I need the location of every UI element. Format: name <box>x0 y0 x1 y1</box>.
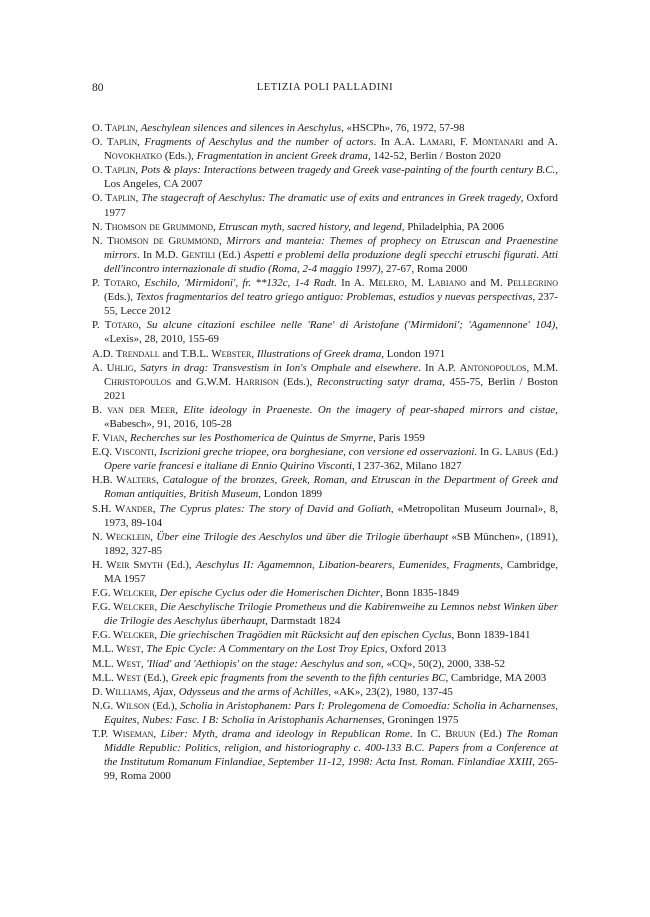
reference-author: A.D. Trendall <box>92 347 160 360</box>
reference-title: Ajax, Odysseus and the arms of Achilles <box>153 685 329 698</box>
reference-entry: O. Taplin, Pots & plays: Interactions between tragedy and Greek vase-painting of the fourth century B.C., Los Angeles, CA 2007 <box>92 164 558 191</box>
reference-text: , London 1971 <box>381 347 446 360</box>
reference-entry <box>92 671 558 685</box>
reference-author: M.L. West <box>92 643 141 656</box>
reference-title: Etruscan myth, sacred history, and legend <box>218 220 402 233</box>
reference-title: The Cyprus plates: The story of David and Goliath <box>159 502 391 515</box>
reference-entry: N. Wecklein, Über eine Trilogie des Aeschylos und über die Trilogie überhaupt «SB München», (1891), 1892, 327-85 <box>92 530 559 557</box>
reference-author: M.L. West <box>92 657 141 670</box>
reference-text: (Ed.) <box>533 446 558 459</box>
bibliography-list <box>92 121 558 783</box>
reference-text: , 237-55, Lecce 2012 <box>104 291 558 318</box>
reference-text: , F. <box>452 136 473 149</box>
reference-text: , Bonn 1839-1841 <box>451 629 531 642</box>
reference-author: F. Vian <box>92 432 125 445</box>
reference-author: M.L. West <box>92 671 141 684</box>
reference-text: , «Metropolitan Museum Journal», 8, 1973, 89-104 <box>104 502 559 529</box>
reference-text: , I 237-362, Milano 1827 <box>352 460 462 473</box>
reference-text: , Oxford 1977 <box>104 192 558 219</box>
reference-author: T.P. Wiseman <box>92 728 154 741</box>
reference-text: , 455-75, Berlin / Boston 2021 <box>104 375 558 402</box>
reference-text: (Ed.), <box>162 558 196 571</box>
reference-author: F.G. Welcker <box>92 601 155 614</box>
reference-text: , Cambridge, MA 1957 <box>104 558 558 585</box>
reference-author: N. Thomson de Grummond <box>92 234 219 247</box>
reference-editor: Christopoulos <box>104 375 172 388</box>
reference-title: Die griechischen Tragödien mit Rücksicht auf den epischen Cyclus <box>159 629 452 642</box>
reference-entry: O. Taplin, Fragments of Aeschylus and the number of actors. In A.A. Lamari, F. Montanari and A. Novokhatko (Eds.), Fragmentation in ancient Greek drama, 142-52, Berlin / Boston 2020 <box>92 136 558 163</box>
reference-title: Über eine Trilogie des Aeschylos und über die Trilogie überhaupt <box>156 530 449 543</box>
reference-text: . In C. <box>409 728 446 741</box>
reference-title: Der epische Cyclus oder die Homerischen Dichter <box>159 587 381 600</box>
reference-entry <box>92 558 558 586</box>
reference-text: (Eds.), <box>278 375 317 388</box>
reference-author: F.G. Welcker <box>92 587 155 600</box>
reference-editor: Gentili <box>181 248 216 261</box>
reference-title: The Roman Middle Republic: Politics, religion, and historiography c. 400-133 B.C. Papers from a Conference at the Institutum Romanum Finlandiae, September 11-12, 1998: Acta Inst. Roman. Finlandiae XXIII <box>104 728 558 769</box>
reference-editor: Webster <box>211 347 252 360</box>
reference-text: , M. <box>404 277 429 290</box>
reference-entry: F.G. Welcker, Die Aeschylische Trilogie Prometheus und die Kabirenweihe zu Lemnos nebst Winken über die Trilogie des Aeschylus überhaupt, Darmstadt 1824 <box>92 601 558 628</box>
reference-text: and G.W.M. <box>171 375 236 388</box>
reference-author: O. Taplin <box>92 164 136 177</box>
reference-title: Liber: Myth, drama and ideology in Republican Rome <box>160 728 410 741</box>
reference-author: H.B. Walters <box>92 474 156 487</box>
reference-text: (Eds.), <box>104 291 136 304</box>
reference-editor: Melero <box>368 277 405 290</box>
reference-text: , «Lexis», 28, 2010, 155-69 <box>104 319 559 346</box>
reference-text: (Ed.) <box>475 728 507 741</box>
reference-text: and T.B.L. <box>159 347 212 360</box>
reference-text: , 142-52, Berlin / Boston 2020 <box>367 150 501 163</box>
reference-text: . In A.A. <box>373 136 420 149</box>
reference-editor: Labus <box>505 446 534 459</box>
reference-editor: Novokhatko <box>104 150 163 163</box>
reference-text: , Los Angeles, CA 2007 <box>104 164 558 191</box>
reference-title: The stagecraft of Aeschylus: The dramatic use of exits and entrances in Greek tragedy <box>141 192 521 205</box>
reference-editor: Lamari <box>419 136 453 149</box>
reference-entry <box>92 347 558 361</box>
reference-title: Die Aeschylische Trilogie Prometheus und die Kabirenweihe zu Lemnos nebst Winken über die Trilogie des Aeschylus überhaupt <box>104 601 558 628</box>
reference-title: Su alcune citazioni eschilee nelle 'Rane' di Aristofane ('Mirmidoni'; 'Agamennone' 104) <box>146 319 556 332</box>
reference-text: . In M.D. <box>136 248 182 261</box>
running-head: LETIZIA POLI PALLADINI <box>256 82 394 93</box>
reference-text: , Oxford 2013 <box>384 643 447 656</box>
reference-text: , Groningen 1975 <box>381 713 459 726</box>
reference-entry: B. van der Meer, Elite ideology in Praeneste. On the imagery of pear-shaped mirrors and cistae, «Babesch», 91, 2016, 105-28 <box>92 403 559 430</box>
page-number: 80 <box>92 82 104 94</box>
reference-title: Pots & plays: Interactions between tragedy and Greek vase-painting of the fourth century B.C. <box>140 164 556 177</box>
reference-text: , Cambridge, MA 2003 <box>445 671 547 684</box>
reference-text: (Eds.), <box>162 150 197 163</box>
reference-title: Opere varie francesi e italiane di Ennio Quirino Visconti <box>104 460 353 473</box>
reference-author: P. Totaro <box>92 319 139 332</box>
reference-author: O. Taplin <box>92 192 136 205</box>
reference-entry: M.L. West, 'Iliad' and 'Aethiopis' on the stage: Aeschylus and son, «CQ», 50(2), 2000, 338-52 <box>92 657 506 670</box>
reference-author: P. Totaro <box>92 277 138 290</box>
reference-title: Fragments of Aeschylus and the number of actors <box>144 136 374 149</box>
reference-author: A. Uhlig <box>92 361 134 374</box>
reference-text: . In A.P. <box>418 361 460 374</box>
reference-entry: E.Q. Visconti, Iscrizioni greche triopee, ora borghesiane, con versione ed osservazioni. In G. Labus (Ed.) Opere varie francesi e italiane di Ennio Quirino Visconti, I 237-362, Milano 1827 <box>92 446 558 473</box>
reference-author: N. Thomson de Grummond <box>92 220 214 233</box>
reference-author: H. Weir Smyth <box>92 558 163 571</box>
reference-author: B. van der Meer <box>92 403 176 416</box>
reference-text: , «HSCPh», 76, 1972, 57-98 <box>341 122 465 134</box>
reference-text: , Bonn 1835-1849 <box>380 587 460 600</box>
reference-entry: N. Thomson de Grummond, Mirrors and manteia: Themes of prophecy on Etruscan and Praenestine mirrors. In M.D. Gentili (Ed.) Aspetti e problemi della produzione degli specchi etruschi figurati. Atti dell'incontro internazionale di studio (Roma, 2-4 maggio 1997), 27-67, Roma 2000 <box>92 234 558 275</box>
reference-author: S.H. Wander <box>92 502 153 515</box>
reference-title: Elite ideology in Praeneste. On the imagery of pear-shaped mirrors and cistae <box>183 403 556 416</box>
reference-text: . In G. <box>474 446 506 459</box>
reference-entry: D. Williams, Ajax, Odysseus and the arms of Achilles, «AK», 23(2), 1980, 137-45 <box>92 685 453 698</box>
reference-entry: P. Totaro, Eschilo, 'Mirmidoni', fr. **132c, 1-4 Radt. In A. Melero, M. Labiano and M. Pellegrino (Eds.), Textos fragmentarios del teatro griego antiguo: Problemas, estudios y nuevas perspectivas, 237-55, Lecce 2012 <box>92 277 558 318</box>
reference-editor: Antonopoulos <box>459 361 527 374</box>
reference-author: N.G. Wilson <box>92 699 150 712</box>
reference-title: Textos fragmentarios del teatro griego antiguo: Problemas, estudios y nuevas perspectivas <box>135 291 533 304</box>
reference-title: Mirrors and manteia: Themes of prophecy on Etruscan and Praenestine mirrors <box>104 234 558 261</box>
reference-text: , M.M. <box>526 361 559 374</box>
reference-text: , Darmstadt 1824 <box>265 615 341 628</box>
reference-editor: Pellegrino <box>507 277 558 290</box>
reference-entry: T.P. Wiseman, Liber: Myth, drama and ideology in Republican Rome. In C. Bruun (Ed.) The Roman Middle Republic: Politics, religion, and historiography c. 400-133 B.C. Papers from a Conference at the Institutum Romanum Finlandiae, September 11-12, 1998: Acta Inst. Roman. Finlandiae XXIII, 265-99, Roma 2000 <box>92 728 558 783</box>
reference-text: . In A. <box>334 277 369 290</box>
reference-text: , «Babesch», 91, 2016, 105-28 <box>104 403 559 430</box>
reference-title: Recherches sur les Posthomerica de Quintus de Smyrne <box>129 432 374 445</box>
reference-title: Eschilo, 'Mirmidoni', fr. **132c, 1-4 Radt <box>144 277 335 290</box>
reference-editor: Harrison <box>235 375 279 388</box>
reference-title: Scholia in Aristophanem: Pars I: Prolegomena de Comoedia: Scholia in Acharnenses, Equites, Nubes: Fasc. I B: Scholia in Aristophanis Acharnenses <box>104 699 558 726</box>
reference-entry: N. Thomson de Grummond, Etruscan myth, sacred history, and legend, Philadelphia, PA 2006 <box>92 220 504 233</box>
reference-author: F.G. Welcker <box>92 629 155 642</box>
reference-title: Iscrizioni greche triopee, ora borghesiane, con versione ed osservazioni <box>159 446 475 459</box>
reference-entry: P. Totaro, Su alcune citazioni eschilee nelle 'Rane' di Aristofane ('Mirmidoni'; 'Agamennone' 104), «Lexis», 28, 2010, 155-69 <box>92 319 559 346</box>
reference-text: , 265-99, Roma 2000 <box>104 756 558 783</box>
reference-entry: O. Taplin, The stagecraft of Aeschylus: The dramatic use of exits and entrances in Greek tragedy, Oxford 1977 <box>92 192 558 219</box>
reference-text: and A. <box>523 136 558 149</box>
reference-entry: F. Vian, Recherches sur les Posthomerica de Quintus de Smyrne, Paris 1959 <box>92 432 425 445</box>
reference-author: E.Q. Visconti <box>92 446 154 459</box>
reference-entry: A. Uhlig, Satyrs in drag: Transvestism in Ion's Omphale and elsewhere. In A.P. Antonopoulos, M.M. Christopoulos and G.W.M. Harrison (Eds.), Reconstructing satyr drama, 455-75, Berlin / Boston 2021 <box>92 361 559 402</box>
reference-title: Aeschylus II: Agamemnon, Libation-bearers, Eumenides, Fragments <box>195 558 501 571</box>
reference-text: , «CQ», 50(2), 2000, 338-52 <box>381 657 506 670</box>
reference-title: Fragmentation in ancient Greek drama <box>196 150 368 163</box>
reference-editor: Labiano <box>428 277 466 290</box>
reference-text: (Ed.), <box>140 671 172 684</box>
reference-editor: Montanari <box>472 136 524 149</box>
reference-entry: F.G. Welcker, Der epische Cyclus oder die Homerischen Dichter, Bonn 1835-1849 <box>92 587 460 600</box>
reference-text: (Ed.), <box>149 699 181 712</box>
reference-title: 'Iliad' and 'Aethiopis' on the stage: Aeschylus and son <box>146 657 382 670</box>
reference-text: and M. <box>465 277 508 290</box>
reference-text: «SB München», (1891), 1892, 327-85 <box>104 530 559 557</box>
reference-author: N. Wecklein <box>92 530 151 543</box>
reference-entry: S.H. Wander, The Cyprus plates: The story of David and Goliath, «Metropolitan Museum Journal», 8, 1973, 89-104 <box>92 502 559 529</box>
reference-text: (Ed.) <box>215 248 244 261</box>
reference-text: , <box>251 347 257 360</box>
reference-entry: M.L. West, The Epic Cycle: A Commentary on the Lost Troy Epics, Oxford 2013 <box>92 643 447 656</box>
reference-entry: O. Taplin, Aeschylean silences and silences in Aeschylus, «HSCPh», 76, 1972, 57-98 <box>92 122 465 134</box>
reference-text: , 27-67, Roma 2000 <box>380 262 468 275</box>
reference-title: Catalogue of the bronzes, Greek, Roman, and Etruscan in the Department of Greek and Roman antiquities, British Museum <box>104 474 558 501</box>
reference-author: O. Taplin <box>92 136 138 149</box>
reference-entry: F.G. Welcker, Die griechischen Tragödien mit Rücksicht auf den epischen Cyclus, Bonn 1839-1841 <box>92 629 531 642</box>
reference-title: Aeschylean silences and silences in Aeschylus <box>140 122 342 134</box>
reference-text: , Paris 1959 <box>373 432 425 445</box>
reference-entry: H.B. Walters, Catalogue of the bronzes, Greek, Roman, and Etruscan in the Department of Greek and Roman antiquities, British Museum, London 1899 <box>92 474 558 501</box>
reference-entry <box>92 699 558 727</box>
reference-text: , London 1899 <box>258 488 323 501</box>
reference-title: The Epic Cycle: A Commentary on the Lost Troy Epics <box>146 643 385 656</box>
reference-text: , «AK», 23(2), 1980, 137-45 <box>328 685 453 698</box>
reference-editor: Bruun <box>445 728 476 741</box>
reference-text: , Philadelphia, PA 2006 <box>401 220 504 233</box>
reference-title: Aspetti e problemi della produzione degli specchi etruschi figurati. Atti dell'incontro internazionale di studio (Roma, 2-4 maggio 1997) <box>104 248 558 275</box>
reference-title: Illustrations of Greek drama <box>256 347 382 360</box>
reference-author: O. Taplin <box>92 122 136 134</box>
page-header <box>92 82 558 98</box>
reference-title: Greek epic fragments from the seventh to the fifth centuries BC <box>171 671 446 684</box>
reference-author: D. Williams <box>92 685 148 698</box>
reference-title: Satyrs in drag: Transvestism in Ion's Omphale and elsewhere <box>140 361 419 374</box>
reference-title: Reconstructing satyr drama <box>316 375 443 388</box>
